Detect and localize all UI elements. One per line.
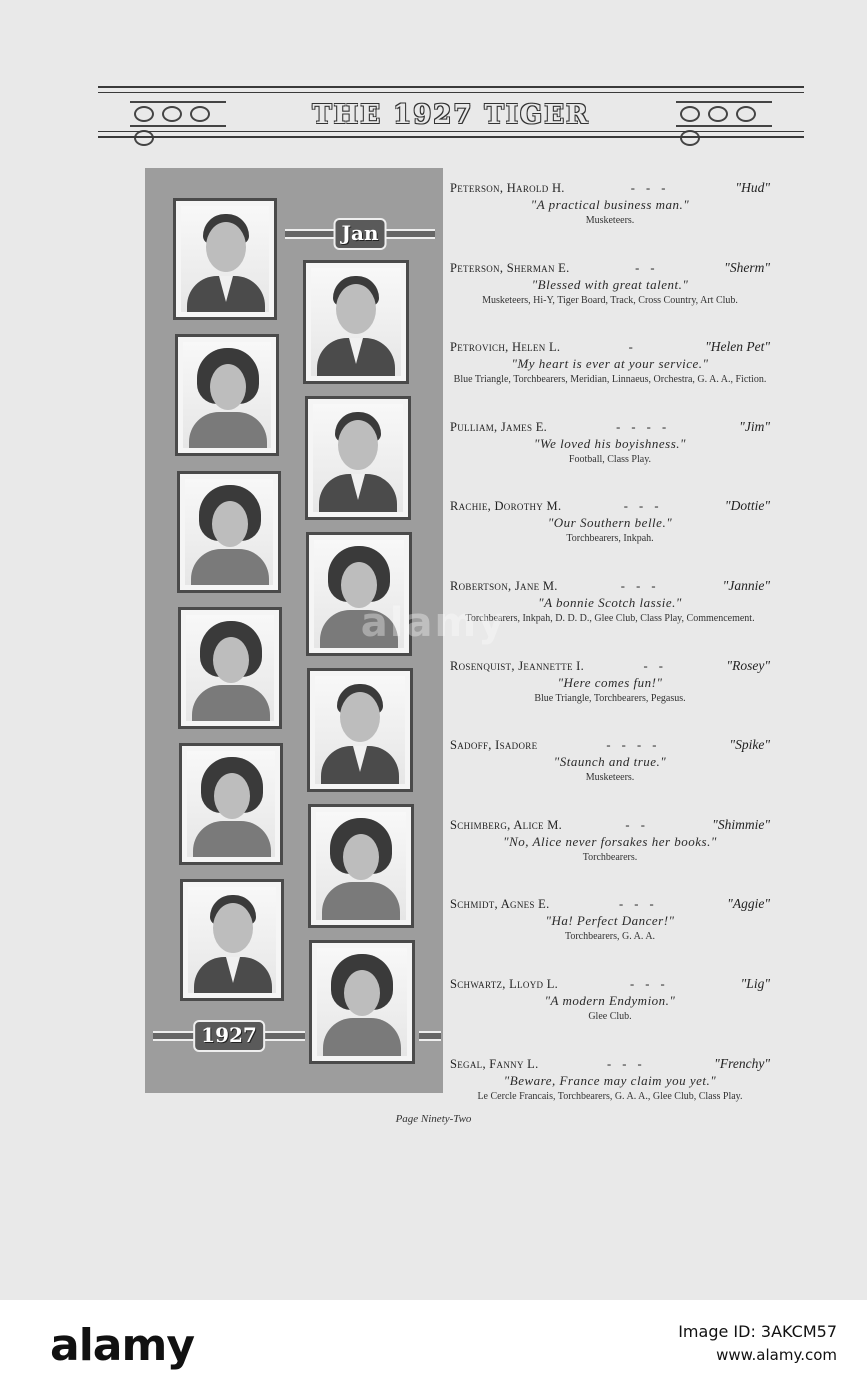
senior-entry: [450, 976, 770, 1056]
quote: "No, Alice never forsakes her books.": [503, 833, 717, 849]
dash-leader: - - -: [620, 578, 660, 593]
portrait-photo: [173, 198, 277, 320]
quote: "Ha! Perfect Dancer!": [545, 913, 675, 929]
nickname: "Frenchy": [714, 1055, 770, 1071]
nickname: "Shimmie": [712, 816, 770, 832]
quote: "Here comes fun!": [557, 674, 663, 690]
quote: "Our Southern belle.": [547, 515, 673, 531]
student-name: Peterson, Harold H.: [450, 181, 565, 195]
dash-leader: - - - -: [606, 738, 661, 753]
dash-leader: - -: [625, 817, 649, 832]
quote: "Blessed with great talent.": [531, 276, 689, 292]
dash-leader: -: [628, 340, 637, 355]
banner-rule: [98, 136, 804, 138]
header-banner: [98, 86, 804, 138]
nickname: "Rosey": [726, 657, 770, 673]
portrait-photo: [180, 879, 284, 1001]
student-name: Schimberg, Alice M.: [450, 817, 563, 832]
portrait-photo: [303, 260, 409, 384]
activities: Torchbearers, Inkpah.: [566, 533, 654, 545]
stock-logo[interactable]: alamy: [50, 1320, 194, 1371]
senior-entry: [450, 737, 770, 817]
activities: Torchbearers, G. A. A.: [564, 931, 656, 943]
banner-rule: [98, 131, 804, 132]
senior-entry: [450, 896, 770, 976]
student-name: Schmidt, Agnes E.: [450, 897, 550, 912]
senior-entry: [450, 260, 770, 340]
page-number: Page Ninety-Two: [395, 1113, 472, 1125]
activities: Blue Triangle, Torchbearers, Pegasus.: [534, 692, 686, 704]
stock-bar: [0, 1300, 867, 1390]
student-name: Peterson, Sherman E.: [450, 260, 570, 275]
activities: Glee Club.: [588, 1010, 632, 1022]
senior-entry: [450, 419, 770, 499]
quote: "A practical business man.": [530, 197, 690, 212]
activities: Football, Class Play.: [568, 453, 652, 465]
month-tag-label: Jan: [334, 218, 387, 250]
year-tag: [153, 1020, 305, 1048]
activities: Torchbearers, Inkpah, D. D. D., Glee Club, Class Play, Commencement.: [465, 612, 755, 624]
senior-entry: [450, 180, 770, 260]
activities: Torchbearers.: [582, 851, 638, 863]
portrait-photo: [307, 668, 413, 792]
student-name: Sadoff, Isadore: [450, 738, 538, 753]
senior-entry: [450, 339, 770, 419]
student-name: Petrovich, Helen L.: [450, 340, 561, 355]
nickname: "Dottie": [724, 498, 770, 514]
portrait-photo: [179, 743, 283, 865]
ornament-right: [676, 101, 772, 127]
nickname: "Sherm": [724, 259, 770, 275]
quote: "Staunch and true.": [553, 754, 667, 770]
banner-rule: [98, 86, 804, 88]
senior-entry: [450, 658, 770, 738]
nickname: "Spike": [729, 737, 770, 753]
quote: "My heart is ever at your service.": [511, 356, 709, 372]
student-name: Schwartz, Lloyd L.: [450, 976, 559, 991]
year-tag-stripe: [419, 1020, 441, 1048]
portrait-photo: [305, 396, 411, 520]
senior-entry: [450, 498, 770, 578]
nickname: "Jannie": [722, 577, 770, 593]
year-tag-label: 1927: [193, 1020, 265, 1052]
activities: Musketeers.: [585, 215, 635, 226]
senior-entry: [450, 817, 770, 897]
nickname: "Jim": [739, 418, 770, 434]
page-title: THE 1927 TIGER: [312, 100, 590, 130]
quote: "We loved his boyishness.": [534, 435, 686, 451]
student-name: Rachie, Dorothy M.: [450, 499, 562, 514]
dash-leader: - -: [635, 260, 659, 275]
nickname: "Helen Pet": [705, 339, 770, 355]
dash-leader: - - -: [630, 181, 670, 195]
portrait-photo: [175, 334, 279, 456]
quote: "A modern Endymion.": [544, 992, 676, 1008]
portrait-photo: [177, 471, 281, 593]
nickname: "Aggie": [727, 896, 770, 912]
activities: Le Cercle Francais, Torchbearers, G. A. A., Glee Club, Class Play.: [477, 1090, 743, 1102]
dash-leader: - - - -: [616, 419, 671, 434]
activities: Musketeers, Hi-Y, Tiger Board, Track, Cross Country, Art Club.: [482, 294, 738, 306]
dash-leader: - - -: [629, 976, 669, 991]
activities: Blue Triangle, Torchbearers, Meridian, Linnaeus, Orchestra, G. A. A., Fiction.: [453, 374, 767, 386]
stock-url[interactable]: www.alamy.com: [716, 1346, 837, 1364]
senior-entries: [450, 180, 770, 1135]
student-name: Robertson, Jane M.: [450, 578, 558, 593]
month-tag: [285, 218, 435, 246]
dash-leader: - - -: [618, 897, 658, 912]
dash-leader: - - -: [623, 499, 663, 514]
portrait-photo: [308, 804, 414, 928]
nickname: "Lig": [740, 975, 770, 991]
dash-leader: - - -: [606, 1056, 646, 1071]
quote: "A bonnie Scotch lassie.": [538, 594, 682, 610]
banner-rule: [98, 92, 804, 93]
student-name: Segal, Fanny L.: [450, 1056, 539, 1071]
nickname: "Hud": [735, 180, 770, 195]
watermark: alamy: [360, 600, 507, 646]
dash-leader: - -: [643, 658, 667, 673]
quote: "Beware, France may claim you yet.": [503, 1072, 717, 1088]
image-id-label: Image ID: 3AKCM57: [678, 1322, 837, 1341]
activities: Musketeers.: [585, 772, 635, 784]
student-name: Pulliam, James E.: [450, 419, 548, 434]
portrait-photo: [309, 940, 415, 1064]
student-name: Rosenquist, Jeannette I.: [450, 658, 585, 673]
